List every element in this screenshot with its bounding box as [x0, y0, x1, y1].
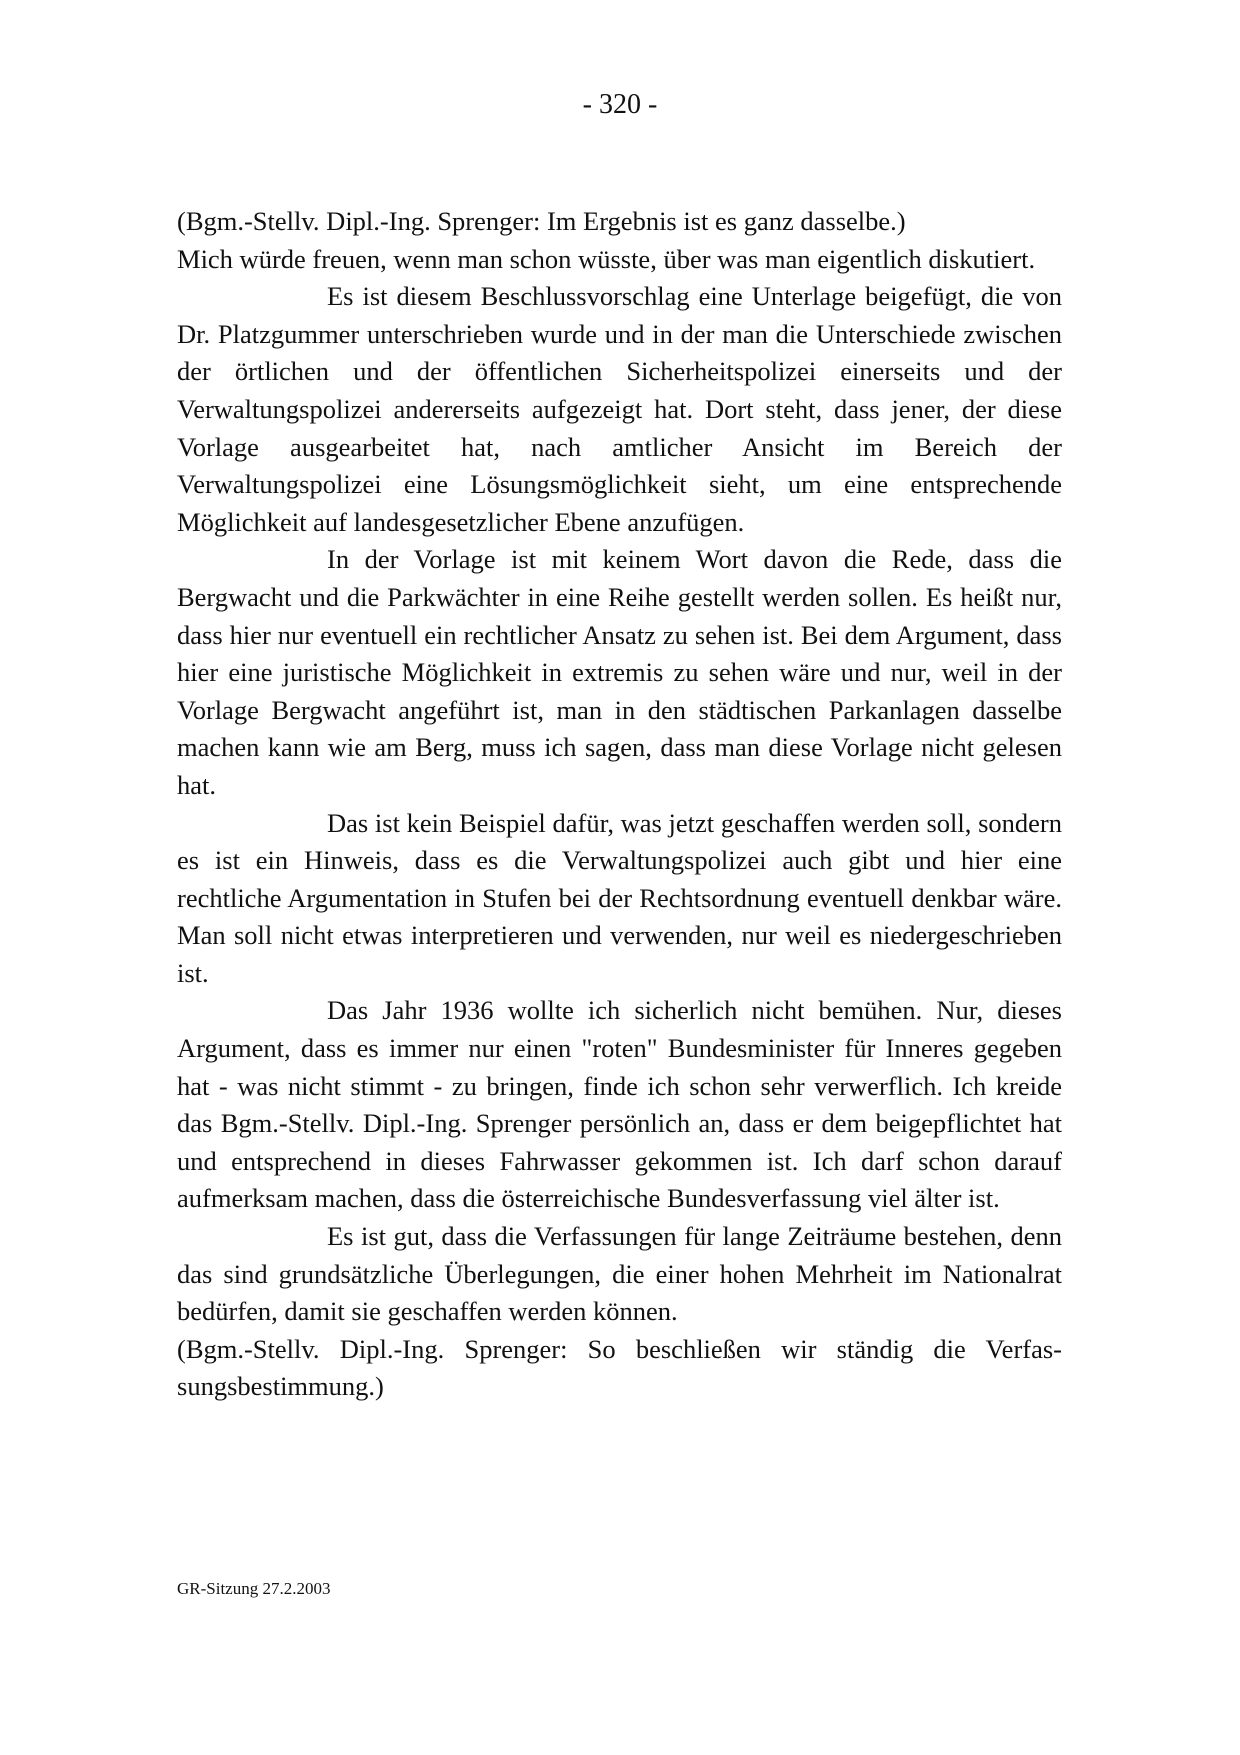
body-paragraph: Das Jahr 1936 wollte ich sicherlich nicht bemühen. Nur, dieses Argument, dass es immer nur einen "roten" Bundesminister für Inneres gegeben hat - was nicht stimmt - zu bringen, finde ich schon sehr verwerflich. Ich kreide das Bgm.-Stellv. Dipl.-Ing. Sprenger persönlich an, dass er dem beigepflichtet hat und entsprechend in dieses Fahrwasser gekommen ist. Ich darf schon darauf aufmerksam machen, dass die österreichische Bundesverfassung viel älter ist. [177, 995, 1062, 1214]
body-paragraph: Es ist gut, dass die Verfassungen für lange Zeiträume bestehen, denn das sind grundsätzliche Überlegungen, die einer hohen Mehrheit im Nationalrat bedürfen, damit sie geschaffen werden können. [177, 1221, 1062, 1327]
body-paragraph: Das ist kein Beispiel dafür, was jetzt geschaffen werden soll, sondern es ist ein Hinweis, dass es die Verwaltungspolizei auch gibt und hier eine rechtliche Argumentation in Stufen bei der Rechtsordnung eventuell denkbar wäre. Man soll nicht etwas interpretieren und verwenden, nur weil es niedergeschrieben ist. [177, 807, 1062, 988]
page-number: - 320 - [582, 89, 658, 120]
footer-session-date: GR-Sitzung 27.2.2003 [177, 1579, 331, 1598]
body-paragraph: Es ist diesem Beschlussvorschlag eine Unterlage beigefügt, die von Dr. Platzgummer unterschrieben wurde und in der man die Unterschiede zwischen der örtlichen und der öffentlichen Sicherheitspolizei einerseits und der Verwaltungspolizei andererseits aufgezeigt hat. Dort steht, dass jener, der diese Vorlage ausgearbeitet hat, nach amtlicher Ansicht im Bereich der Verwaltungspolizei eine Lösungsmöglichkeit sieht, um eine entsprechende Möglichkeit auf landesgesetzlicher Ebene anzufügen. [177, 281, 1062, 537]
body-text [177, 203, 1062, 1406]
body-paragraph: In der Vorlage ist mit keinem Wort davon die Rede, dass die Bergwacht und die Parkwächter in eine Reihe gestellt werden sollen. Es heißt nur, dass hier nur eventuell ein rechtlicher Ansatz zu sehen ist. Bei dem Argument, dass hier eine juristische Möglichkeit in extremis zu sehen wäre und nur, weil in der Vorlage Bergwacht angeführt ist, man in den städtischen Parkanlagen dasselbe machen kann wie am Berg, muss ich sagen, dass man diese Vorlage nicht gelesen hat. [177, 544, 1062, 800]
interjection-paragraph: (Bgm.-Stellv. Dipl.-Ing. Sprenger: Im Ergebnis ist es ganz dasselbe.) [177, 206, 906, 236]
body-paragraph: Mich würde freuen, wenn man schon wüsste, über was man eigentlich diskutiert. [177, 243, 1036, 274]
interjection-paragraph: (Bgm.-Stellv. Dipl.-Ing. Sprenger: So beschließen wir ständig die Verfassungsbestimmung.) [177, 1333, 1062, 1402]
